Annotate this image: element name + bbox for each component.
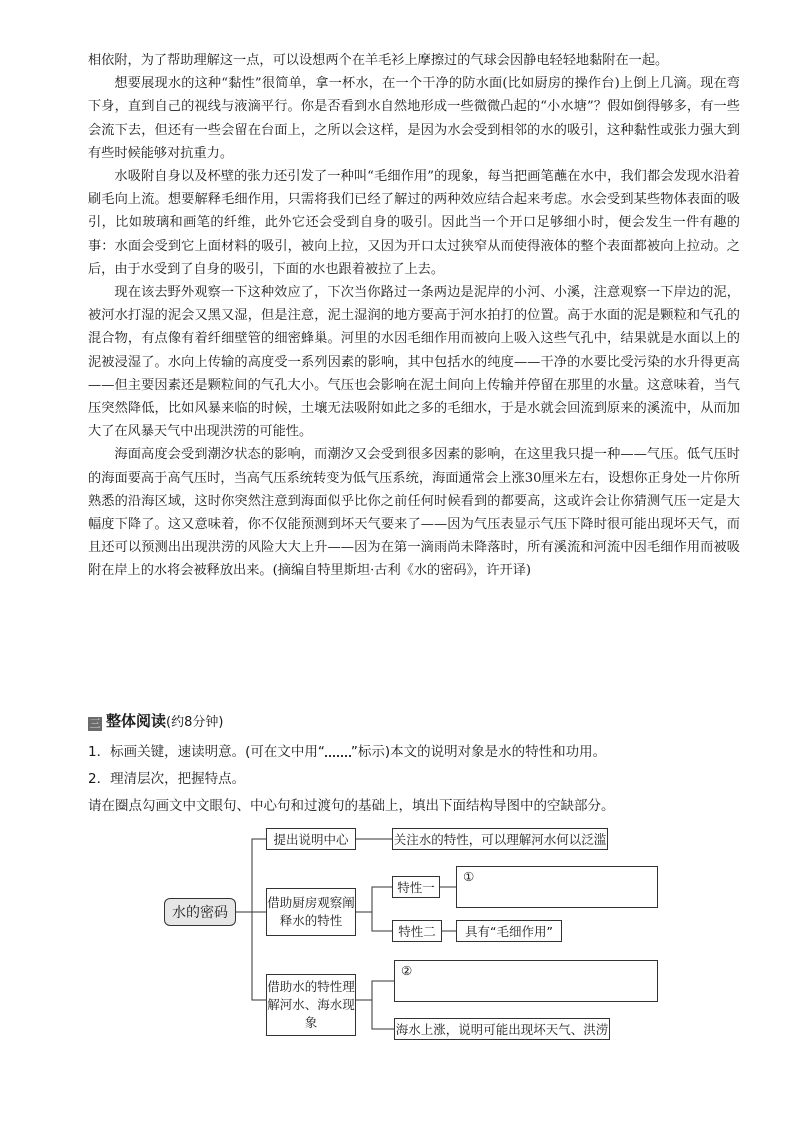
- section-subtitle: (约8分钟): [166, 715, 224, 730]
- paragraph-2: 想要展现水的这种“黏性”很简单，拿一杯水，在一个干净的防水面(比如厨房的操作台)上倒上几滴。现在弯下身，直到自己的视线与液滴平行。你是否看到水自然地形成一些微微凸起的“小水塘”？假如倒得够多，有一些会流下去，但还有一些会留在台面上，之所以会这样，是因为水会受到相邻的水的吸引，这种黏性或张力强大到有些时候能够对抗重力。: [88, 76, 740, 161]
- paragraph-3: 水吸附自身以及杯壁的张力还引发了一种叫“毛细作用”的现象，每当把画笔蘸在水中，我们都会发现水沿着刷毛向上流。想要解释毛细作用，只需将我们已经了解过的两种效应结合起来考虑。水会受到某些物体表面的吸引，比如玻璃和画笔的纤维，此外它还会受到自身的吸引。因此当一个开口足够细小时，便会发生一件有趣的事：水面会受到它上面材料的吸引，被向上拉，又因为开口太过狭窄从而使得液体的整个表面都被向上拉动。之后，由于水受到了自身的吸引，下面的水也跟着被拉了上去。: [88, 169, 740, 277]
- diagram-trait-2-leaf: 具有“毛细作用”: [456, 920, 562, 942]
- paragraph-1: 相依附，为了帮助理解这一点，可以设想两个在羊毛衫上摩擦过的气球会因静电轻轻地黏附在一起。: [88, 53, 669, 68]
- diagram-trait-2: 特性二: [392, 920, 442, 942]
- question-3-instruction: 请在圈点勾画文中文眼句、中心句和过渡句的基础上，填出下面结构导图中的空缺部分。: [88, 798, 615, 814]
- question-1-text-a: 1．标画关键，速读明意。(可在文中用“: [88, 744, 325, 760]
- diagram-branch-3-leaf: 海水上涨，说明可能出现坏天气、洪涝: [394, 1018, 610, 1040]
- diagram-branch-3: 借助水的特性理解河水、海水现象: [266, 974, 356, 1036]
- diagram-root: 水的密码: [164, 898, 236, 926]
- paragraph-5: 海面高度会受到潮汐状态的影响，而潮汐又会受到很多因素的影响，在这里我只提一种——气压。低气压时的海面要高于高气压时，当高气压系统转变为低气压系统，海面通常会上涨30厘米左右，设想你正身处一片你所熟悉的沿海区域，这时你突然注意到海面似乎比你之前任何时候看到的都要高，这或许会让你猜测气压一定是大幅度下降了。这又意味着，你不仅能预测到坏天气要来了——因为气压表显示气压下降时很可能出现坏天气，而且还可以预测出出现洪涝的风险大大上升——因为在第一滴雨尚未降落时，所有溪流和河流中因毛细作用而被吸附在岸上的水将会被释放出来。(摘编自特里斯坦·古利《水的密码》，许开译): [88, 447, 740, 579]
- diagram-blank-2[interactable]: ②: [394, 960, 658, 1002]
- section-title: 整体阅读: [106, 712, 167, 730]
- question-1-text-b: ”标示)本文的说明对象是水的特性和功用。: [350, 744, 607, 760]
- diagram-trait-1: 特性一: [392, 876, 440, 898]
- question-2: 2．理清层次，把握特点。: [88, 771, 246, 787]
- section-number-badge: 三: [89, 717, 101, 730]
- diagram-branch-1: 提出说明中心: [266, 828, 356, 850]
- diagram-branch-1-leaf: 关注水的特性，可以理解河水何以泛滥: [392, 828, 608, 850]
- diagram-branch-2: 借助厨房观察阐释水的特性: [266, 888, 356, 936]
- paragraph-4: 现在该去野外观察一下这种效应了，下次当你路过一条两边是泥岸的小河、小溪，注意观察一下岸边的泥，被河水打湿的泥会又黑又湿，但是注意，泥土湿润的地方要高于河水拍打的位置。高于水面的泥是颗粒和气孔的混合物，有点像有着纤细壁管的细密蜂巢。河里的水因毛细作用而被向上吸入这些气孔中，结果就是水面以上的泥被浸湿了。水向上传输的高度受一系列因素的影响，其中包括水的纯度——干净的水要比受污染的水升得更高——但主要因素还是颗粒间的气孔大小。气压也会影响在泥土间向上传输并停留在那里的水量。这意味着，当气压突然降低，比如风暴来临的时候，土壤无法吸附如此之多的毛细水，于是水就会回流到原来的溪流中，从而加大了在风暴天气中出现洪涝的可能性。: [88, 285, 740, 440]
- diagram-blank-1[interactable]: ①: [456, 866, 658, 908]
